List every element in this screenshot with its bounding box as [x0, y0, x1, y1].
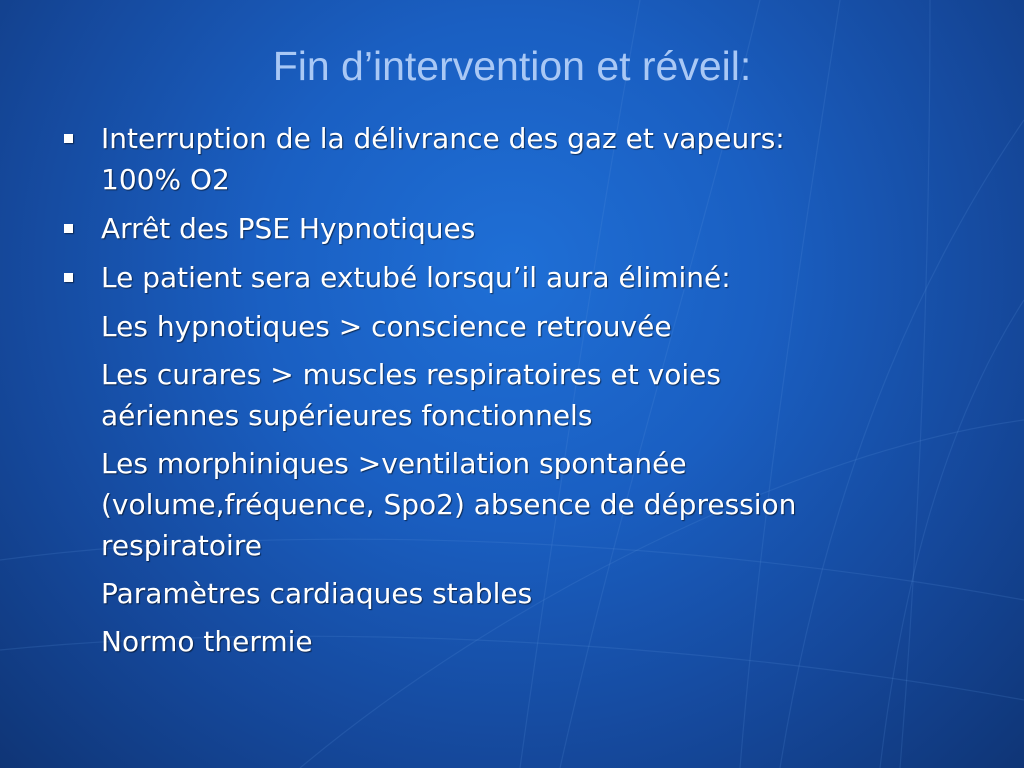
- bullet-text: Interruption de la délivrance des gaz et vapeurs:: [101, 122, 785, 155]
- sub-item-text-continuation: respiratoire: [101, 529, 262, 562]
- sub-item-text: Les curares > muscles respiratoires et voies: [101, 358, 721, 391]
- bullet-text-continuation: 100% O2: [101, 163, 230, 196]
- sub-item: [60, 621, 1000, 662]
- square-bullet-icon: [64, 134, 73, 143]
- sub-item-text-continuation: aériennes supérieures fonctionnels: [101, 399, 593, 432]
- square-bullet-icon: [64, 224, 73, 233]
- bullet-item: [60, 208, 1000, 249]
- bullet-text: Le patient sera extubé lorsqu’il aura éliminé:: [101, 261, 731, 294]
- sub-item: [60, 354, 1000, 436]
- square-bullet-icon: [64, 273, 73, 282]
- bullet-item: [60, 257, 1000, 298]
- bullet-text: Arrêt des PSE Hypnotiques: [101, 212, 476, 245]
- sub-item-text: Paramètres cardiaques stables: [101, 577, 533, 610]
- slide-title: Fin d’intervention et réveil:: [272, 43, 752, 89]
- sub-item: [60, 306, 1000, 347]
- sub-item-text: Normo thermie: [101, 625, 313, 658]
- sub-item-text: Les hypnotiques > conscience retrouvée: [101, 310, 672, 343]
- sub-item-text: Les morphiniques >ventilation spontanée: [101, 447, 687, 480]
- sub-item: [60, 573, 1000, 614]
- sub-item: [60, 443, 1000, 566]
- bullet-item: [60, 118, 1000, 200]
- slide-content: [60, 118, 1000, 669]
- sub-item-text-continuation: (volume,fréquence, Spo2) absence de dépression: [101, 488, 797, 521]
